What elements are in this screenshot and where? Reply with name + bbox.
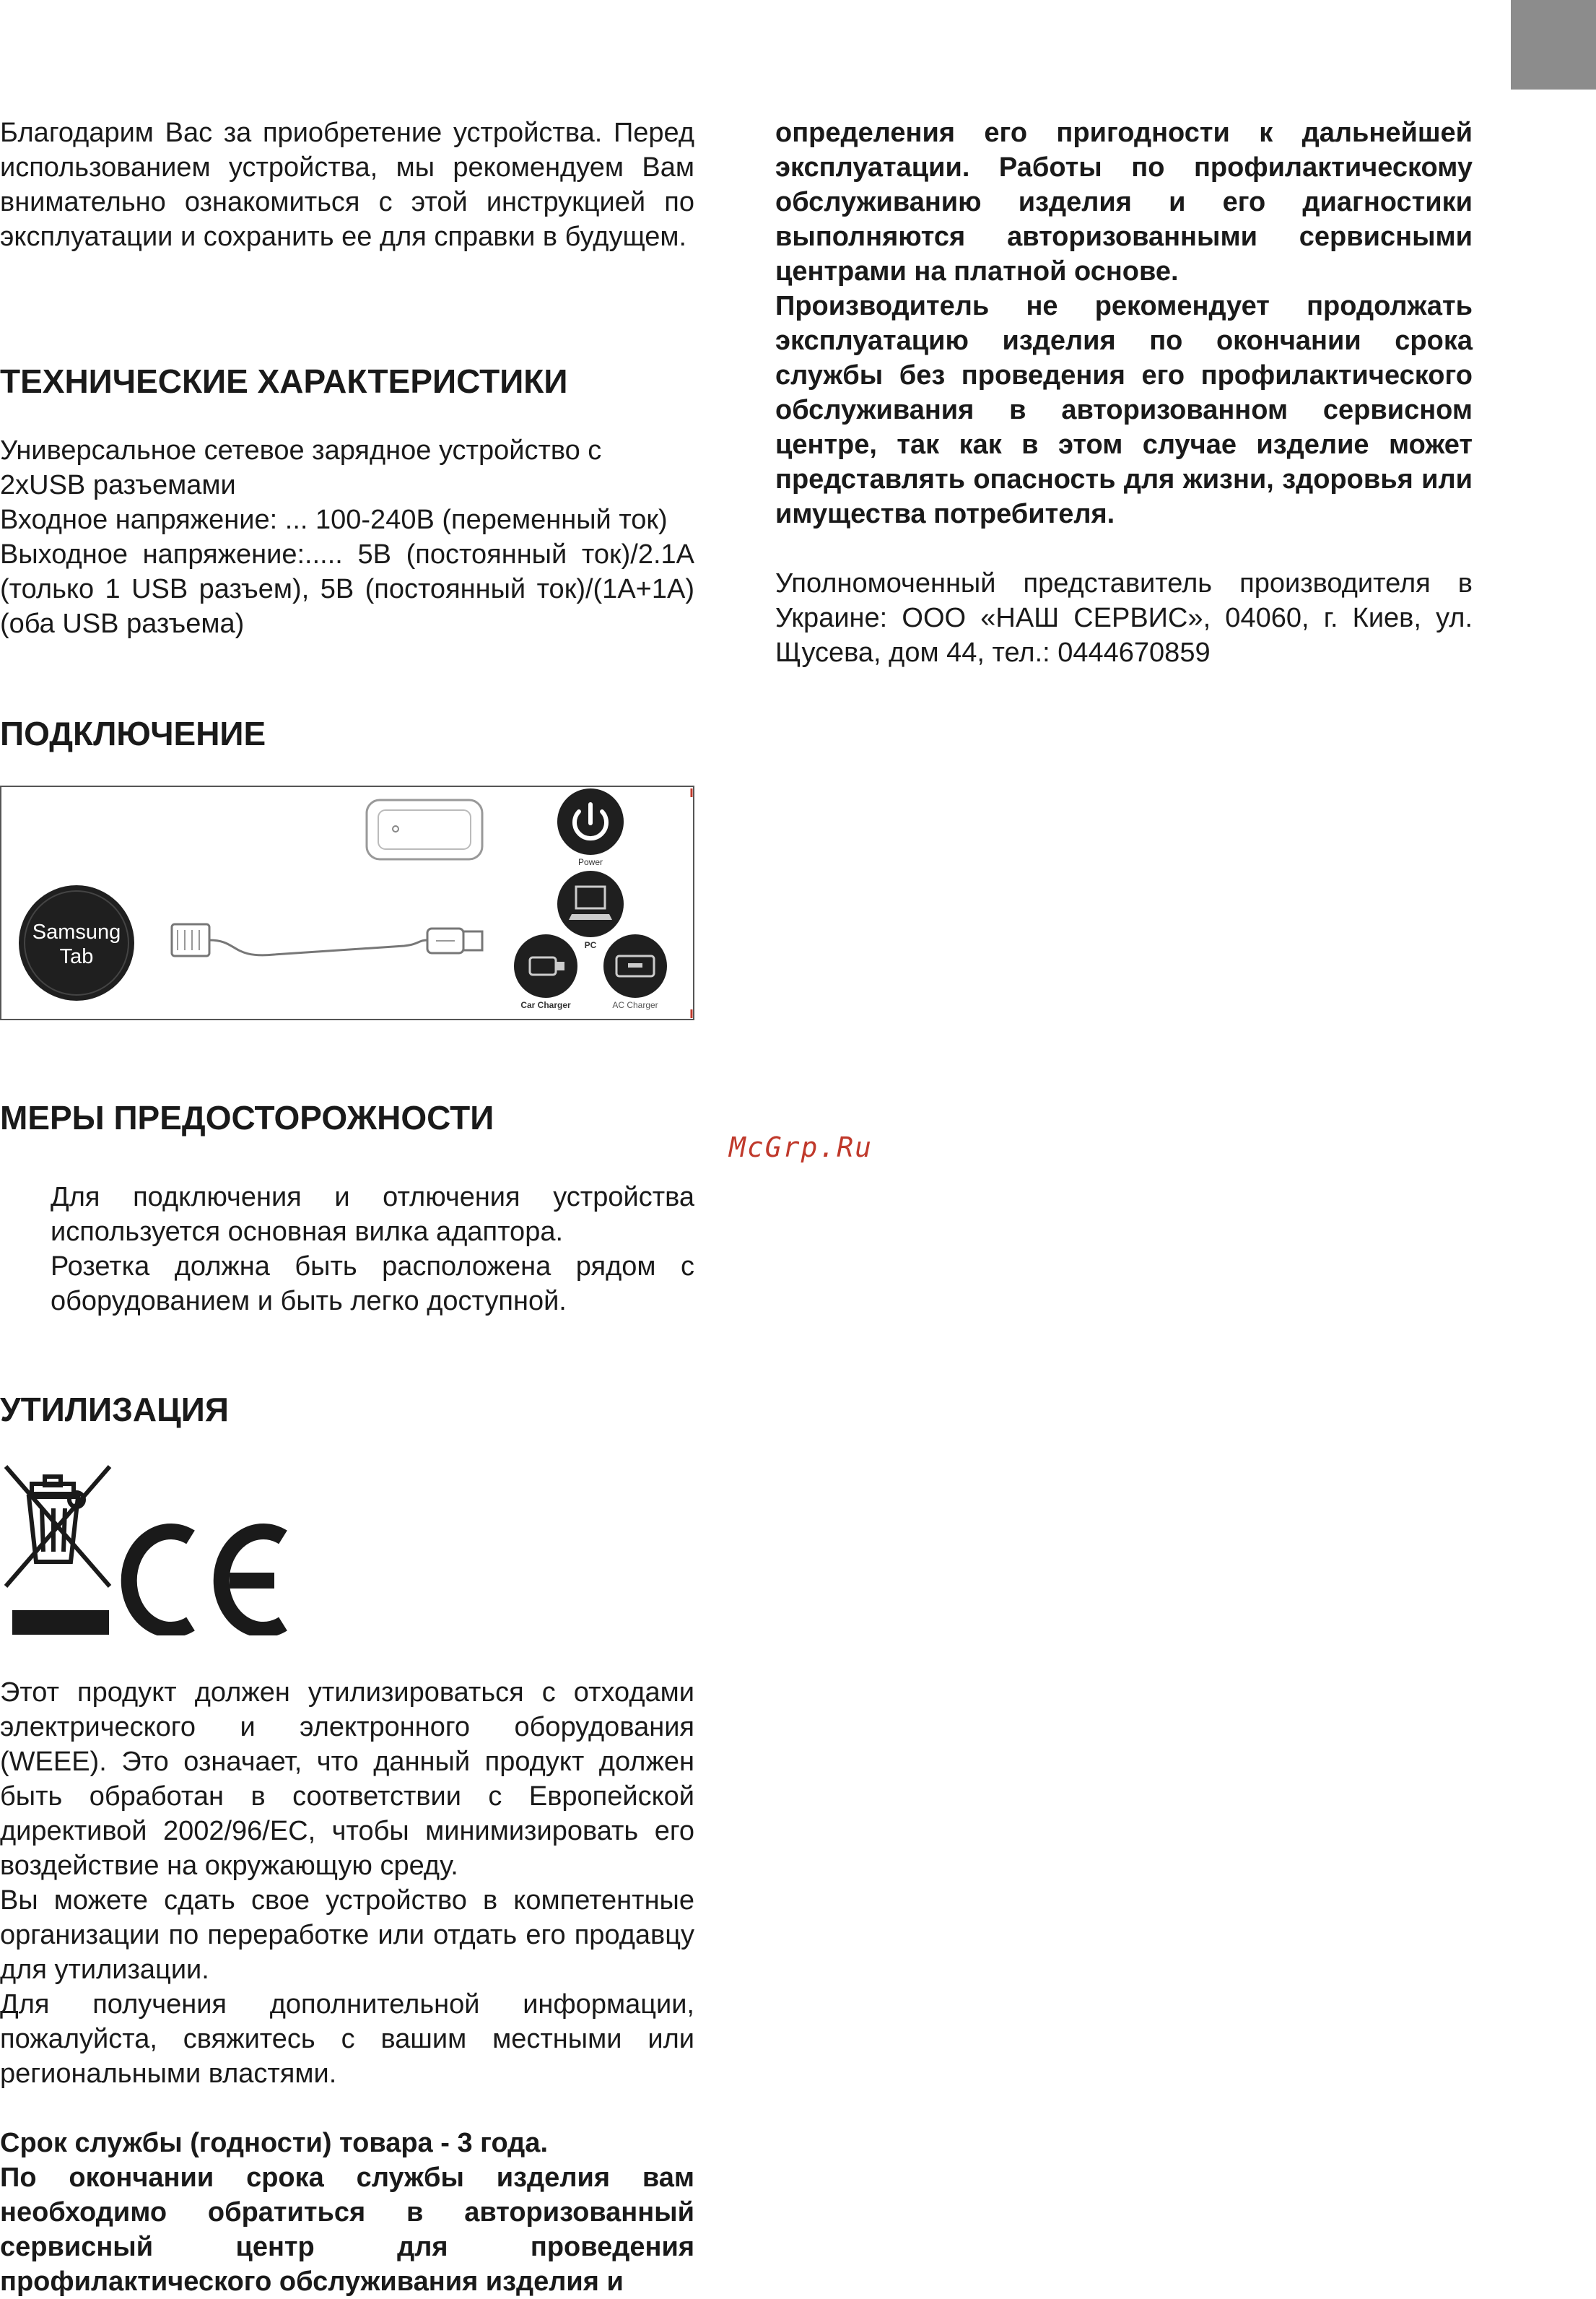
specs-section xyxy=(0,361,694,401)
specs-heading: ТЕХНИЧЕСКИЕ ХАРАКТЕРИСТИКИ xyxy=(0,362,568,400)
car-charger-icon xyxy=(514,934,577,998)
crossed-bin-icon xyxy=(6,1466,110,1633)
precautions-list xyxy=(0,1180,694,1318)
disposal-paragraph: Для получения дополнительной информации, пожалуйста, свяжитесь с вашим местными или региональными властями. xyxy=(0,1989,694,2089)
connection-heading: ПОДКЛЮЧЕНИЕ xyxy=(0,715,266,752)
ac-charger-icon xyxy=(603,934,667,998)
spec-line: Входное напряжение: ... 100-240В (переменный ток) xyxy=(0,505,668,535)
disposal-text xyxy=(0,1675,694,2091)
right-column xyxy=(775,116,1473,670)
connection-section xyxy=(0,713,694,754)
disposal-heading: УТИЛИЗАЦИЯ xyxy=(0,1391,229,1428)
intro-text: Благодарим Вас за приобретение устройства. Перед использованием устройства, мы рекомендуем Вам внимательно ознакомиться с этой инструкцией по эксплуатации и сохранить ее для справки в будущем. xyxy=(0,118,694,252)
precautions-section xyxy=(0,1098,694,1138)
intro-paragraph xyxy=(0,116,694,254)
laptop-icon xyxy=(557,871,624,937)
power-label: Power xyxy=(577,857,603,867)
precaution-line: Для подключения и отлючения устройства используется основная вилка адаптора. xyxy=(51,1182,694,1247)
car-charger-label: Car Charger xyxy=(520,1000,571,1010)
disposal-symbols xyxy=(0,1462,303,1635)
device-label-line1: Samsung xyxy=(32,921,121,944)
connection-diagram xyxy=(0,786,694,1020)
service-life-title: Срок службы (годности) товара - 3 года. xyxy=(0,2128,548,2158)
representative-text: Уполномоченный представитель производителя в Украине: ООО «НАШ СЕРВИС», 04060, г. Киев, ул. Щусева, дом 44, тел.: 0444670859 xyxy=(775,568,1473,668)
service-life-left xyxy=(0,2126,694,2299)
disposal-section xyxy=(0,1389,694,1430)
ac-charger-label: AC Charger xyxy=(612,1000,658,1010)
service-life-right-text: определения его пригодности к дальнейшей эксплуатации. Работы по профилактическому обслуживанию изделия и его диагностики выполняются авторизованными сервисными центрами на платной основе. xyxy=(775,118,1473,287)
disposal-paragraph: Вы можете сдать свое устройство в компетентные организации по переработке или отдать его продавцу для утилизации. xyxy=(0,1885,694,1985)
service-life-warning: Производитель не рекомендует продолжать эксплуатацию изделия по окончании срока службы без проведения его профилактического обслуживания в авторизованном сервисном центре, так как в этом случае изделие может представлять опасность для жизни, здоровья или имущества потребителя. xyxy=(775,291,1473,529)
ce-mark-icon xyxy=(129,1531,283,1630)
spec-line: Универсальное сетевое зарядное устройство с 2xUSB разъемами xyxy=(0,435,602,500)
disposal-paragraph: Этот продукт должен утилизироваться с отходами электрического и электронного оборудования (WEEE). Это означает, что данный продукт должен быть обработан в соответствии с Европейской директивой 2002/96/ЕС, чтобы минимизировать его воздействие на окружающую среду. xyxy=(0,1677,694,1881)
device-label-line2: Tab xyxy=(59,945,94,968)
watermark: McGrp.Ru xyxy=(729,1131,873,1163)
connection-diagram-svg xyxy=(0,786,694,1020)
specs-list xyxy=(0,433,694,641)
precautions-heading: МЕРЫ ПРЕДОСТОРОЖНОСТИ xyxy=(0,1099,494,1137)
pc-label: PC xyxy=(584,940,597,950)
precaution-line: Розетка должна быть расположена рядом с оборудованием и быть легко доступной. xyxy=(51,1251,694,1316)
power-icon xyxy=(557,788,624,855)
spec-line: Выходное напряжение:..... 5В (постоянный ток)/2.1A (только 1 USB разъем), 5В (постоянный ток)/(1A+1A) (оба USB разъема) xyxy=(0,539,694,639)
service-life-left-text: По окончании срока службы изделия вам необходимо обратиться в авторизованный сервисный центр для проведения профилактического обслуживания изделия и xyxy=(0,2163,694,2297)
page-tab-marker xyxy=(1511,0,1596,90)
